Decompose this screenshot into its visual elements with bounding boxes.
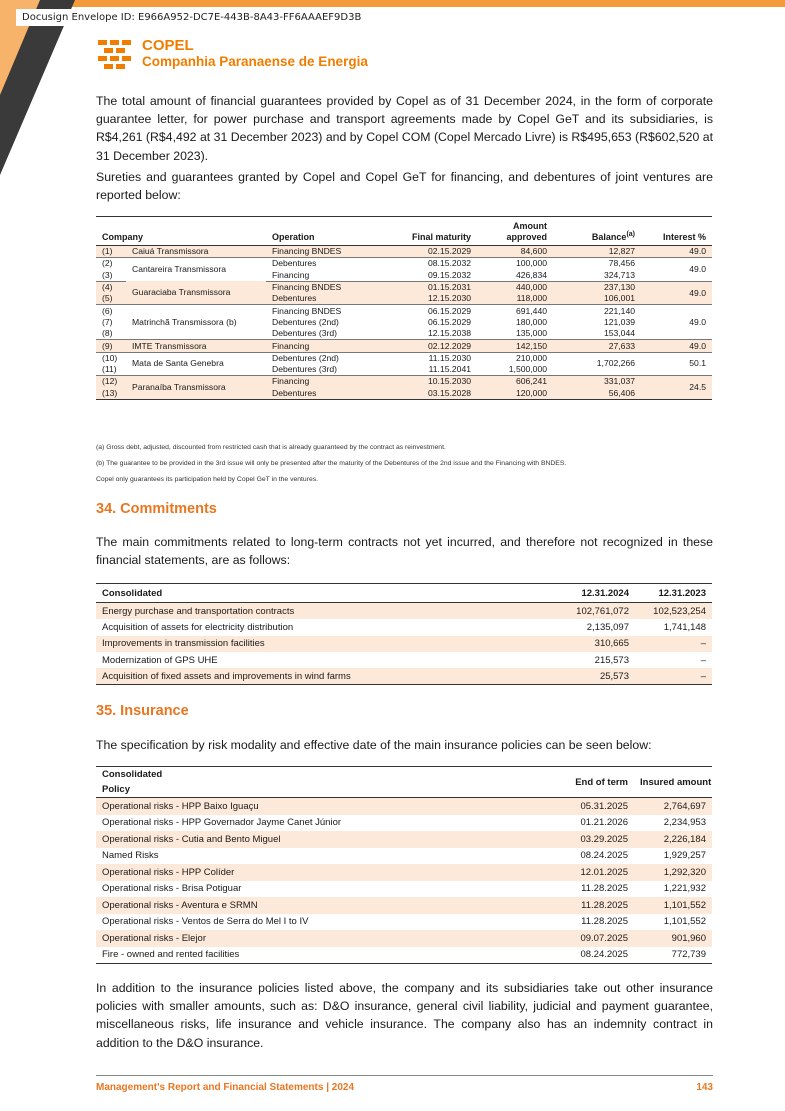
table-row bbox=[96, 668, 712, 685]
row-company: Caiuá Transmissora bbox=[126, 246, 266, 258]
docusign-envelope-id: Docusign Envelope ID: E966A952-DC7E-443B-8A43-FF6AAAEF9D3B bbox=[16, 9, 367, 26]
col-policy-label: Policy bbox=[102, 784, 130, 795]
top-accent-bar bbox=[0, 0, 785, 7]
row-balance: 1,702,266 bbox=[553, 352, 641, 376]
row-amount: 142,150 bbox=[477, 340, 553, 352]
row-balance: 78,456 bbox=[608, 258, 636, 269]
row-amount: 440,000 bbox=[477, 281, 553, 293]
row-end: 05.31.2025 bbox=[556, 798, 634, 815]
row-label: Improvements in transmission facilities bbox=[96, 636, 558, 652]
row-policy: Operational risks - HPP Colíder bbox=[96, 864, 556, 881]
row-amount: 120,000 bbox=[477, 388, 553, 400]
page-number: 143 bbox=[696, 1082, 713, 1093]
table-row bbox=[96, 352, 712, 364]
row-prefix: (6) bbox=[102, 305, 113, 316]
row-policy: Fire - owned and rented facilities bbox=[96, 947, 556, 964]
row-operation: Debentures bbox=[266, 388, 401, 400]
sureties-table bbox=[96, 216, 712, 400]
row-end: 08.24.2025 bbox=[556, 947, 634, 964]
sureties-body bbox=[96, 246, 712, 400]
footer-divider bbox=[96, 1075, 713, 1076]
row-balance: 12,827 bbox=[553, 246, 641, 258]
row-maturity: 09.15.2032 bbox=[401, 270, 477, 282]
row-interest: 49.0 bbox=[641, 305, 712, 340]
row-policy: Operational risks - Cutia and Bento Miguel bbox=[96, 831, 556, 848]
footer-title: Management's Report and Financial Statements | 2024 bbox=[96, 1082, 355, 1093]
col-interest: Interest % bbox=[641, 217, 712, 246]
row-balance: 221,140 bbox=[603, 305, 636, 316]
row-amount: 772,739 bbox=[634, 947, 712, 964]
col-2024: 12.31.2024 bbox=[558, 584, 635, 603]
row-2024: 215,573 bbox=[594, 654, 629, 666]
row-amount: 2,226,184 bbox=[634, 831, 712, 848]
col-company: Company bbox=[96, 217, 266, 246]
row-amount: 901,960 bbox=[634, 930, 712, 947]
row-amount: 2,234,953 bbox=[663, 817, 706, 829]
table-row bbox=[96, 376, 712, 388]
row-operation: Financing bbox=[266, 340, 401, 352]
row-operation: Debentures (3rd) bbox=[266, 328, 401, 340]
row-2024: 102,761,072 bbox=[558, 603, 635, 620]
col-end-of-term: End of term bbox=[556, 767, 634, 798]
row-end: 11.28.2025 bbox=[581, 883, 628, 895]
row-end: 08.24.2025 bbox=[580, 850, 628, 862]
table-row bbox=[96, 619, 712, 635]
row-policy: Operational risks - Brisa Potiguar bbox=[102, 883, 242, 895]
row-balance: 324,713 bbox=[553, 270, 641, 282]
row-balance: 331,037 bbox=[553, 376, 641, 388]
col-balance bbox=[553, 217, 641, 246]
col-2023: 12.31.2023 bbox=[635, 584, 712, 603]
col-consolidated: Consolidated bbox=[102, 769, 163, 780]
commitments-intro: The main commitments related to long-term contracts not yet incurred, and therefore not recognized in these financial statements, are as follows: bbox=[96, 535, 713, 568]
row-2023: – bbox=[635, 636, 712, 652]
row-prefix: (12) bbox=[96, 376, 126, 388]
table-row bbox=[96, 258, 712, 270]
brand-name bbox=[142, 38, 368, 70]
col-operation: Operation bbox=[266, 217, 401, 246]
table-row bbox=[96, 798, 712, 815]
row-2024: 310,665 bbox=[558, 636, 635, 652]
closing-paragraph: In addition to the insurance policies listed above, the company and its subsidiaries take out other insurance policies with smaller amounts, such as: D&O insurance, general civil liability, judicial and payment guarantee, miscellaneous risks, life insurance and vehicle insurance. The company also has an indemnity contract in addition to the D&O insurance. bbox=[96, 981, 713, 1050]
row-2023: – bbox=[635, 668, 712, 685]
insurance-intro: The specification by risk modality and effective date of the main insurance policies can be seen below: bbox=[96, 738, 652, 752]
row-prefix: (10) bbox=[102, 352, 118, 363]
row-operation: Debentures (3rd) bbox=[266, 364, 401, 376]
row-2024: 2,135,097 bbox=[586, 621, 629, 633]
section-heading-insurance: 35. Insurance bbox=[96, 703, 189, 719]
row-prefix: (2) bbox=[102, 258, 113, 269]
row-end: 11.28.2025 bbox=[581, 916, 628, 928]
col-final-maturity: Final maturity bbox=[401, 217, 477, 246]
row-company: Mata de Santa Genebra bbox=[126, 352, 266, 376]
table-row bbox=[96, 636, 712, 652]
row-maturity: 12.15.2038 bbox=[401, 328, 477, 340]
copel-logo-icon bbox=[96, 38, 134, 74]
row-end: 12.01.2025 bbox=[556, 864, 634, 881]
row-2023: 1,741,148 bbox=[663, 621, 706, 633]
row-end: 01.21.2026 bbox=[580, 817, 628, 829]
row-policy: Operational risks - Elejor bbox=[96, 930, 556, 947]
table-row bbox=[96, 305, 712, 317]
intro-paragraph-1: The total amount of financial guarantees provided by Copel as of 31 December 2024, in the form of corporate guarantee letter, for power purchase and transport agreements made by Copel GeT and its subsidiaries, is R$4,261 (R$4,492 at 31 December 2023) and by Copel COM (Copel Mercado Livre) is R$495,653 (R$602,520 at 31 December 2023). bbox=[96, 94, 713, 163]
row-amount: 606,241 bbox=[477, 376, 553, 388]
row-maturity: 10.15.2030 bbox=[401, 376, 477, 388]
row-balance: 153,044 bbox=[553, 328, 641, 340]
row-end: 03.29.2025 bbox=[556, 831, 634, 848]
row-amount: 1,221,932 bbox=[663, 883, 706, 895]
row-amount: 135,000 bbox=[477, 328, 553, 340]
row-prefix: (11) bbox=[96, 364, 126, 376]
row-maturity: 11.15.2041 bbox=[401, 364, 477, 376]
row-maturity: 06.15.2029 bbox=[428, 316, 472, 327]
row-operation: Debentures bbox=[266, 293, 401, 305]
row-label: Acquisition of fixed assets and improvements in wind farms bbox=[96, 668, 558, 685]
row-operation: Financing BNDES bbox=[272, 305, 342, 316]
table-row bbox=[96, 848, 712, 865]
row-amount: 100,000 bbox=[515, 258, 548, 269]
row-company: Matrinchã Transmissora (b) bbox=[126, 305, 266, 340]
row-balance: 27,633 bbox=[553, 340, 641, 352]
row-policy: Named Risks bbox=[102, 850, 159, 862]
section-heading-commitments: 34. Commitments bbox=[96, 501, 217, 517]
table-header-row bbox=[96, 584, 712, 603]
table-row bbox=[96, 652, 712, 668]
row-amount: 426,834 bbox=[477, 270, 553, 282]
page-footer bbox=[96, 1082, 713, 1093]
row-company: Paranaíba Transmissora bbox=[126, 376, 266, 400]
table-row bbox=[96, 897, 712, 914]
row-operation: Debentures bbox=[272, 258, 317, 269]
table-row bbox=[96, 831, 712, 848]
row-policy: Operational risks - HPP Governador Jayme Canet Júnior bbox=[102, 817, 342, 829]
row-balance: 237,130 bbox=[553, 281, 641, 293]
table-row bbox=[96, 914, 712, 931]
row-amount: 118,000 bbox=[477, 293, 553, 305]
col-insured-amount: Insured amount bbox=[634, 767, 712, 798]
footnote-a: (a) Gross debt, adjusted, discounted from restricted cash that is already guaranteed by the contract as reinvestment. bbox=[96, 444, 446, 451]
brand-short: COPEL bbox=[142, 37, 194, 54]
row-balance: 121,039 bbox=[603, 316, 636, 327]
row-end: 11.28.2025 bbox=[556, 897, 634, 914]
row-prefix: (7) bbox=[102, 316, 113, 327]
row-2023: 102,523,254 bbox=[635, 603, 712, 620]
row-maturity: 12.15.2030 bbox=[401, 293, 477, 305]
row-2023: – bbox=[700, 654, 706, 666]
row-interest: 49.0 bbox=[641, 340, 712, 352]
table-row bbox=[96, 246, 712, 258]
row-balance: 56,406 bbox=[553, 388, 641, 400]
row-prefix: (4) bbox=[96, 281, 126, 293]
row-maturity: 11.15.2030 bbox=[428, 352, 472, 363]
row-interest: 50.1 bbox=[641, 352, 712, 376]
row-amount: 1,500,000 bbox=[477, 364, 553, 376]
table-row bbox=[96, 930, 712, 947]
intro-paragraph-2: Sureties and guarantees granted by Copel and Copel GeT for financing, and debentures of joint ventures are reported below: bbox=[96, 170, 713, 203]
col-balance-mark: (a) bbox=[626, 231, 636, 238]
footnote-c: Copel only guarantees its participation held by Copel GeT in the ventures. bbox=[96, 476, 319, 483]
table-row bbox=[96, 864, 712, 881]
row-company: IMTE Transmissora bbox=[126, 340, 266, 352]
table-header-row bbox=[96, 767, 712, 798]
table-row bbox=[96, 340, 712, 352]
col-policy bbox=[96, 767, 556, 798]
row-company: Guaraciaba Transmissora bbox=[126, 281, 266, 305]
brand-full: Companhia Paranaense de Energia bbox=[142, 54, 368, 69]
row-label: Modernization of GPS UHE bbox=[102, 654, 218, 666]
row-prefix: (5) bbox=[96, 293, 126, 305]
row-interest: 49.0 bbox=[641, 258, 712, 282]
row-amount: 210,000 bbox=[515, 352, 548, 363]
row-maturity: 02.12.2029 bbox=[401, 340, 477, 352]
table-row bbox=[96, 947, 712, 964]
table-row bbox=[96, 603, 712, 620]
row-policy: Operational risks - Ventos de Serra do Mel I to IV bbox=[102, 916, 309, 928]
row-amount: 1,101,552 bbox=[634, 897, 712, 914]
table-row bbox=[96, 815, 712, 832]
row-label: Energy purchase and transportation contracts bbox=[96, 603, 558, 620]
table-row bbox=[96, 281, 712, 293]
row-2024: 25,573 bbox=[558, 668, 635, 685]
row-operation: Financing bbox=[266, 270, 401, 282]
col-consolidated: Consolidated bbox=[96, 584, 558, 603]
row-amount: 1,929,257 bbox=[663, 850, 706, 862]
row-prefix: (9) bbox=[96, 340, 126, 352]
row-operation: Financing bbox=[266, 376, 401, 388]
row-maturity: 08.15.2032 bbox=[428, 258, 472, 269]
row-amount: 691,440 bbox=[515, 305, 548, 316]
row-operation: Debentures (2nd) bbox=[272, 316, 339, 327]
row-maturity: 06.15.2029 bbox=[428, 305, 472, 316]
row-prefix: (8) bbox=[96, 328, 126, 340]
row-amount: 1,101,552 bbox=[663, 916, 706, 928]
row-maturity: 02.15.2029 bbox=[401, 246, 477, 258]
insurance-table bbox=[96, 766, 712, 964]
commitments-table bbox=[96, 583, 712, 685]
row-maturity: 01.15.2031 bbox=[401, 281, 477, 293]
row-maturity: 03.15.2028 bbox=[401, 388, 477, 400]
row-amount: 1,292,320 bbox=[634, 864, 712, 881]
row-amount: 180,000 bbox=[515, 316, 548, 327]
row-operation: Financing BNDES bbox=[266, 246, 401, 258]
col-balance-label: Balance bbox=[591, 232, 627, 242]
row-company: Cantareira Transmissora bbox=[132, 264, 227, 275]
table-row bbox=[96, 881, 712, 898]
row-interest: 24.5 bbox=[641, 376, 712, 400]
row-operation: Debentures (2nd) bbox=[272, 352, 339, 363]
row-prefix: (13) bbox=[96, 388, 126, 400]
row-amount: 84,600 bbox=[477, 246, 553, 258]
row-interest: 49.0 bbox=[641, 281, 712, 305]
row-amount: 2,764,697 bbox=[634, 798, 712, 815]
row-interest: 49.0 bbox=[641, 246, 712, 258]
col-amount-approved: Amount approved bbox=[477, 217, 553, 246]
row-operation: Financing BNDES bbox=[266, 281, 401, 293]
row-balance: 106,001 bbox=[553, 293, 641, 305]
row-prefix: (3) bbox=[96, 270, 126, 282]
footnote-b: (b) The guarantee to be provided in the 3rd issue will only be presented after the maturity of the Debentures of the 2nd issue and the Financing with BNDES. bbox=[96, 460, 567, 467]
row-policy: Operational risks - Aventura e SRMN bbox=[96, 897, 556, 914]
row-policy: Operational risks - HPP Baixo Iguaçu bbox=[96, 798, 556, 815]
row-label: Acquisition of assets for electricity distribution bbox=[102, 621, 294, 633]
row-prefix: (1) bbox=[96, 246, 126, 258]
row-end: 09.07.2025 bbox=[556, 930, 634, 947]
